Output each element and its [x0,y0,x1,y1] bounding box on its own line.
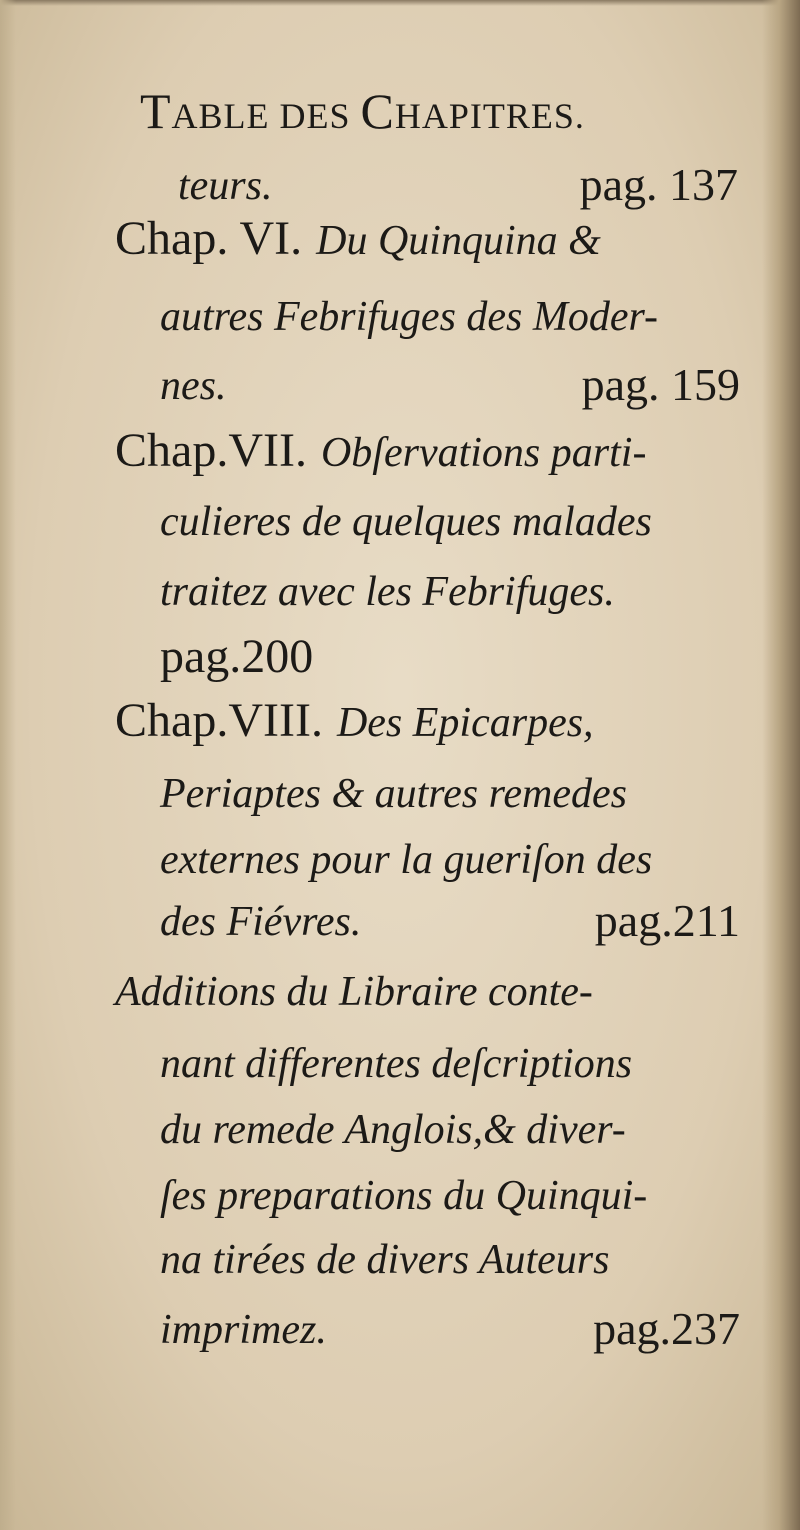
page-number: pag.211 [594,895,740,946]
chapter-label: Chap.VII. [115,424,307,477]
toc-chapter-6: Chap. VI. Du Quinquina & [115,212,601,265]
toc-line: nant differentes deſcriptions [160,1041,633,1087]
toc-line: traitez avec les Febrifuges. [160,569,615,615]
toc-chapter-8: Chap.VIII. Des Epicarpes, [115,694,594,747]
toc-line: nes. pag. 159 [160,352,740,418]
toc-chapter-7: Chap.VII. Obſervations parti- [115,424,647,477]
toc-line: teurs. pag. 137 [178,152,738,218]
page-number: pag. 159 [581,359,740,410]
toc-line: ſes preparations du Quinqui- [160,1173,648,1219]
chapter-label: Chap.VIII. [115,694,323,747]
toc-additions: Additions du Libraire conte- [115,969,593,1015]
page-gutter-shadow [762,0,800,1530]
running-header: TABLE DES CHAPITRES. [140,83,585,139]
toc-line: na tirées de divers Auteurs [160,1237,610,1283]
toc-line: autres Febrifuges des Moder- [160,294,659,340]
toc-line: du remede Anglois,& diver- [160,1107,626,1153]
toc-line: imprimez. pag.237 [160,1296,740,1362]
toc-line: culieres de quelques malades [160,499,652,545]
toc-line [160,624,460,690]
page-number: pag.237 [593,1303,740,1354]
page-number: pag. 137 [579,159,738,210]
toc-line: Periaptes & autres remedes [160,771,627,817]
toc-line: des Fiévres. pag.211 [160,888,740,954]
chapter-label: Chap. VI. [115,212,303,265]
page-top-edge [0,0,800,6]
page-left-edge [0,0,16,1530]
toc-line: externes pour la gueriſon des [160,837,653,883]
page-number: pag.200 [160,630,314,683]
